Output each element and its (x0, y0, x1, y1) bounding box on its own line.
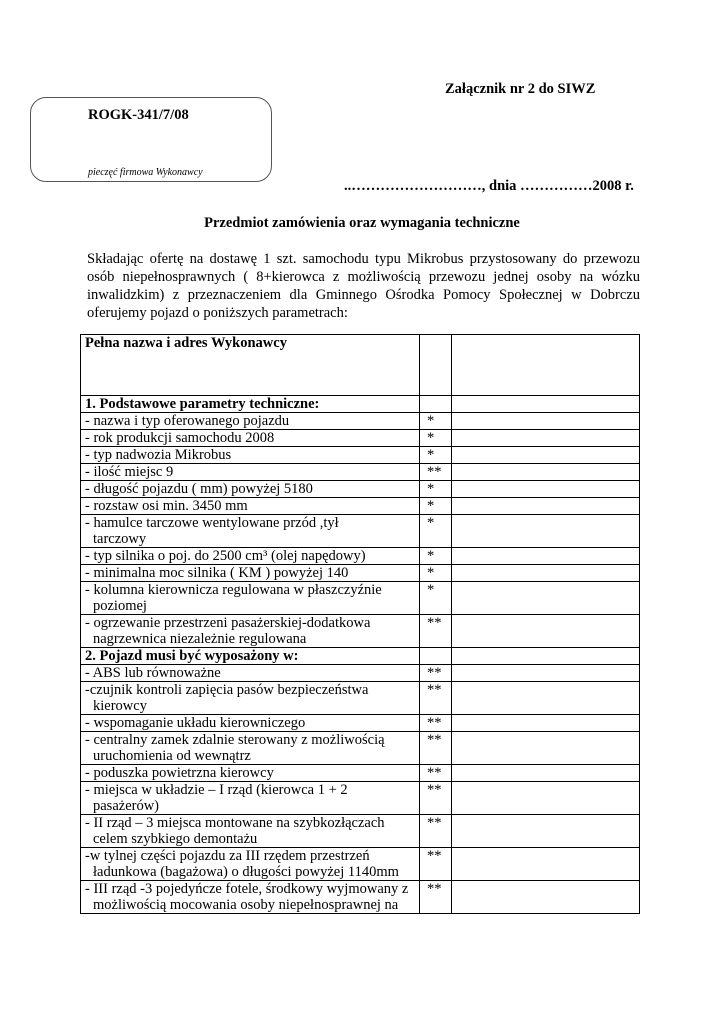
table-row (81, 815, 640, 848)
section-1-value-cell (452, 396, 640, 413)
offered-value-cell (452, 765, 640, 782)
parameter-text: - typ silnika o poj. do 2500 cm³ (olej napędowy) (85, 548, 366, 564)
offered-value-cell (452, 815, 640, 848)
parameter-cell (81, 481, 420, 498)
parameter-text: - ogrzewanie przestrzeni pasażerskiej-dodatkowa (85, 615, 371, 631)
table-row (81, 447, 640, 464)
parameter-cell (81, 732, 420, 765)
offered-value-cell (452, 715, 640, 732)
requirement-mark: * (420, 430, 452, 447)
parameter-text-continued: uruchomienia od wewnątrz (93, 748, 251, 764)
parameter-text: - rozstaw osi min. 3450 mm (85, 498, 248, 514)
parameter-cell (81, 782, 420, 815)
parameter-text: - minimalna moc silnika ( KM ) powyżej 140 (85, 565, 349, 581)
requirement-mark: * (420, 413, 452, 430)
requirement-mark: * (420, 481, 452, 498)
section-2-value-cell (452, 648, 640, 665)
requirement-mark: * (420, 582, 452, 615)
requirement-mark: * (420, 498, 452, 515)
parameter-cell (81, 464, 420, 481)
contractor-label: Pełna nazwa i adres Wykonawcy (81, 335, 420, 396)
offered-value-cell (452, 498, 640, 515)
table-row (81, 715, 640, 732)
table-row (81, 548, 640, 565)
parameter-text: -czujnik kontroli zapięcia pasów bezpieczeństwa (85, 682, 369, 698)
parameter-text: - nazwa i typ oferowanego pojazdu (85, 413, 290, 429)
parameter-text-continued: możliwością mocowania osoby niepełnosprawnej na (93, 897, 399, 913)
parameter-text: - ilość miejsc 9 (85, 464, 174, 480)
parameter-text: - ABS lub równoważne (85, 665, 221, 681)
table-row (81, 582, 640, 615)
offered-value-cell (452, 682, 640, 715)
parameter-text: - II rząd – 3 miejsca montowane na szybkozłączach (85, 815, 385, 831)
offered-value-cell (452, 782, 640, 815)
table-row (81, 481, 640, 498)
offered-value-cell (452, 481, 640, 498)
offered-value-cell (452, 665, 640, 682)
table-row (81, 498, 640, 515)
parameter-cell (81, 815, 420, 848)
requirement-mark: ** (420, 464, 452, 481)
parameter-cell (81, 881, 420, 914)
section-1-header-row (81, 396, 640, 413)
parameter-text-continued: celem szybkiego demontażu (93, 831, 258, 847)
section-1-title: 1. Podstawowe parametry techniczne: (81, 396, 420, 413)
table-row (81, 848, 640, 881)
parameter-cell (81, 515, 420, 548)
parameter-cell (81, 765, 420, 782)
section-2-mark-cell (420, 648, 452, 665)
requirement-mark: ** (420, 815, 452, 848)
table-row (81, 413, 640, 430)
offered-value-cell (452, 565, 640, 582)
table-row (81, 615, 640, 648)
requirement-mark: ** (420, 615, 452, 648)
parameter-text: - rok produkcji samochodu 2008 (85, 430, 275, 446)
specification-table (80, 334, 640, 914)
parameter-cell (81, 582, 420, 615)
table-row (81, 732, 640, 765)
document-title: Przedmiot zamówienia oraz wymagania techniczne (204, 215, 520, 231)
parameter-cell (81, 548, 420, 565)
offered-value-cell (452, 515, 640, 548)
parameter-text: - wspomaganie układu kierowniczego (85, 715, 306, 731)
place-date-line: ..………………………, dnia ……………2008 r. (344, 178, 634, 194)
offered-value-cell (452, 881, 640, 914)
contractor-mark-cell (420, 335, 452, 396)
requirement-mark: ** (420, 732, 452, 765)
section-1-mark-cell (420, 396, 452, 413)
offered-value-cell (452, 732, 640, 765)
requirement-mark: * (420, 515, 452, 548)
table-row (81, 765, 640, 782)
parameter-cell (81, 413, 420, 430)
parameter-text: - centralny zamek zdalnie sterowany z możliwością (85, 732, 385, 748)
parameter-cell (81, 447, 420, 464)
parameter-cell (81, 682, 420, 715)
parameter-cell (81, 565, 420, 582)
parameter-cell (81, 848, 420, 881)
parameter-text-continued: poziomej (93, 598, 147, 614)
parameter-cell (81, 430, 420, 447)
parameter-text: - III rząd -3 pojedyńcze fotele, środkowy wyjmowany z (85, 881, 409, 897)
parameter-cell (81, 615, 420, 648)
parameter-text: - typ nadwozia Mikrobus (85, 447, 232, 463)
intro-paragraph: Składając ofertę na dostawę 1 szt. samochodu typu Mikrobus przystosowany do przewozu osób niepełnosprawnych ( 8+kierowca z możliwością przewozu jednej osoby na wózku inwalidzkim) z przeznaczeniem dla Gminnego Ośrodka Pomocy Społecznej w Dobrczu oferujemy pojazd o poniższych parametrach: (87, 251, 640, 321)
parameter-text-continued: kierowcy (93, 698, 147, 714)
requirement-mark: ** (420, 765, 452, 782)
section-2-title: 2. Pojazd musi być wyposażony w: (81, 648, 420, 665)
parameter-text: - kolumna kierownicza regulowana w płaszczyźnie (85, 582, 382, 598)
parameter-text: - hamulce tarczowe wentylowane przód ,tył (85, 515, 339, 531)
case-number: ROGK-341/7/08 (88, 107, 189, 123)
table-row (81, 682, 640, 715)
table-row (81, 430, 640, 447)
offered-value-cell (452, 464, 640, 481)
parameter-text: - miejsca w układzie – I rząd (kierowca 1 + 2 (85, 782, 348, 798)
parameter-text: - długość pojazdu ( mm) powyżej 5180 (85, 481, 313, 497)
parameter-text: -w tylnej części pojazdu za III rzędem przestrzeń (85, 848, 370, 864)
offered-value-cell (452, 413, 640, 430)
offered-value-cell (452, 447, 640, 464)
parameter-text-continued: pasażerów) (93, 798, 160, 814)
offered-value-cell (452, 582, 640, 615)
parameter-text: - poduszka powietrzna kierowcy (85, 765, 274, 781)
requirement-mark: ** (420, 782, 452, 815)
requirement-mark: * (420, 447, 452, 464)
table-row (81, 464, 640, 481)
requirement-mark: ** (420, 881, 452, 914)
table-row (81, 665, 640, 682)
stamp-caption: pieczęć firmowa Wykonawcy (88, 167, 203, 178)
section-2-header-row (81, 648, 640, 665)
attachment-label: Załącznik nr 2 do SIWZ (445, 81, 596, 97)
parameter-text-continued: tarczowy (93, 531, 147, 547)
parameter-cell (81, 715, 420, 732)
table-row (81, 881, 640, 914)
contractor-value-cell (452, 335, 640, 396)
offered-value-cell (452, 430, 640, 447)
offered-value-cell (452, 848, 640, 881)
requirement-mark: ** (420, 665, 452, 682)
requirement-mark: * (420, 565, 452, 582)
offered-value-cell (452, 615, 640, 648)
contractor-row (81, 335, 640, 396)
parameter-text-continued: ładunkowa (bagażowa) o długości powyżej 1140mm (93, 864, 399, 880)
table-row (81, 565, 640, 582)
parameter-cell (81, 665, 420, 682)
offered-value-cell (452, 548, 640, 565)
parameter-text-continued: nagrzewnica niezależnie regulowana (93, 631, 307, 647)
requirement-mark: ** (420, 848, 452, 881)
parameter-cell (81, 498, 420, 515)
table-row (81, 515, 640, 548)
requirement-mark: ** (420, 682, 452, 715)
requirement-mark: * (420, 548, 452, 565)
requirement-mark: ** (420, 715, 452, 732)
table-row (81, 782, 640, 815)
